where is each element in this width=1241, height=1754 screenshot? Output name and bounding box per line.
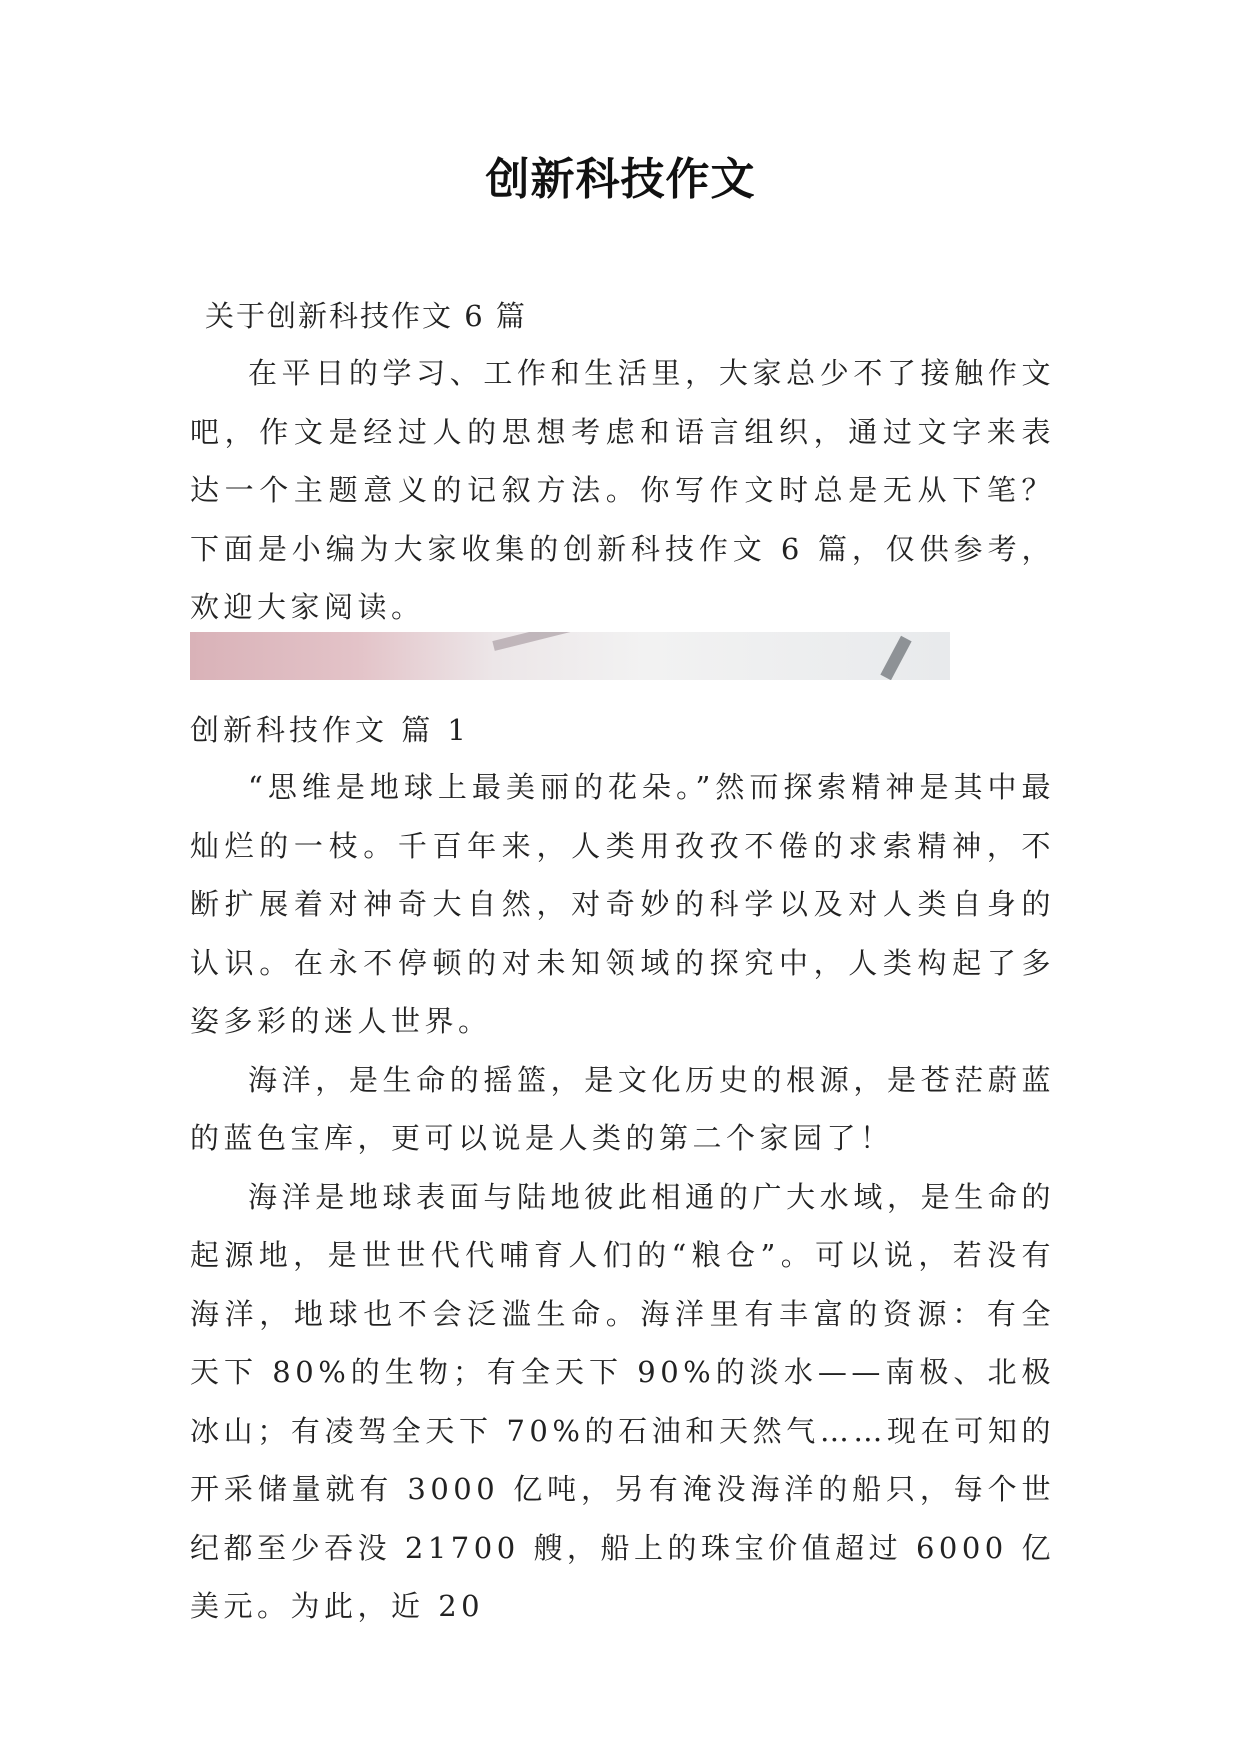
body-paragraph: 海洋，是生命的摇篮，是文化历史的根源，是苍茫蔚蓝的蓝色宝库，更可以说是人类的第二个家园了！ <box>190 1062 1055 1155</box>
intro-paragraph: 在平日的学习、工作和生活里，大家总少不了接触作文吧，作文是经过人的思想考虑和语言组织，通过文字来表达一个主题意义的记叙方法。你写作文时总是无从下笔？下面是小编为大家收集的创新科技作文 6 篇，仅供参考，欢迎大家阅读。 <box>190 356 1055 624</box>
essay-body <box>190 758 1055 1636</box>
intro-section <box>190 344 1055 637</box>
decorative-image-strip <box>190 632 950 680</box>
page-title: 创新科技作文 <box>485 154 756 205</box>
body-paragraph: “思维是地球上最美丽的花朵。”然而探索精神是其中最灿烂的一枝。千百年来，人类用孜孜不倦的求索精神，不断扩展着对神奇大自然，对奇妙的科学以及对人类自身的认识。在永不停顿的对未知领域的探究中，人类构起了多姿多彩的迷人世界。 <box>190 770 1055 1038</box>
body-paragraph: 海洋是地球表面与陆地彼此相通的广大水域，是生命的起源地，是世世代代哺育人们的“粮仓”。可以说，若没有海洋，地球也不会泛滥生命。海洋里有丰富的资源：有全天下 80%的生物；有全天下 90%的淡水——南极、北极冰山；有凌驾全天下 70%的石油和天然气……现在可知的开采储量就有 3000 亿吨，另有淹没海洋的船只，每个世纪都至少吞没 21700 艘，船上的珠宝价值超过 6000 亿美元。为此，近 20 <box>190 1179 1055 1623</box>
section-heading: 创新科技作文 篇 1 <box>190 713 470 747</box>
document-subtitle: 关于创新科技作文 6 篇 <box>205 299 527 333</box>
